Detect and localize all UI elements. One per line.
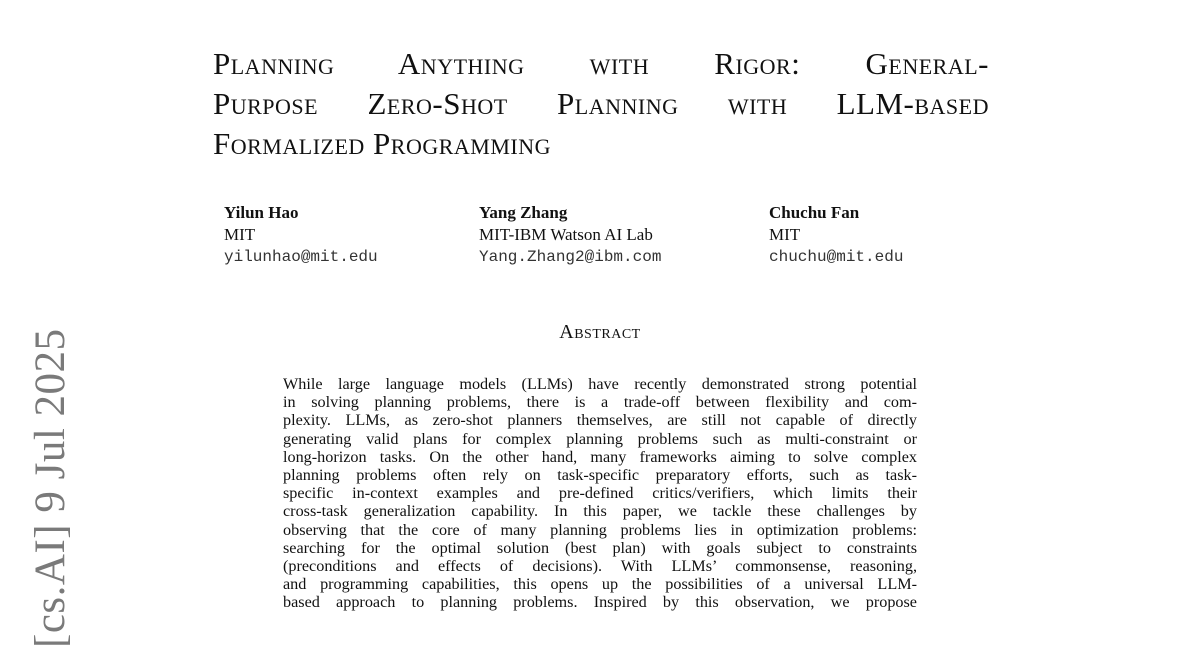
abstract-line: generating valid plans for complex planning problems such as multi-constraint or: [283, 429, 917, 448]
abstract-line: observing that the core of many planning problems lies in optimization problems:: [283, 520, 917, 539]
title-line-1: Planning Anything with Rigor: General-: [213, 46, 989, 81]
author-affiliation: MIT: [224, 225, 256, 244]
abstract-line: While large language models (LLMs) have recently demonstrated strong potential: [283, 375, 917, 393]
title-line-3: Formalized Programming: [213, 126, 552, 161]
abstract-line: and programming capabilities, this opens up the possibilities of a universal LLM-: [283, 575, 917, 594]
author-3: [769, 202, 903, 268]
title-line-2: Purpose Zero-Shot Planning with LLM-based: [213, 86, 989, 121]
author-email: yilunhao@mit.edu: [224, 248, 378, 266]
abstract-line: cross-task generalization capability. In this paper, we tackle these challenges by: [283, 502, 917, 521]
abstract-body: [283, 375, 917, 612]
abstract-line: planning problems often rely on task-specific preparatory efforts, such as task-: [283, 466, 917, 485]
abstract-line: specific in-context examples and pre-defined critics/verifiers, which limits their: [283, 484, 917, 503]
abstract-heading: Abstract: [559, 321, 641, 343]
arxiv-side-stamp: [cs.AI] 9 Jul 2025: [27, 328, 74, 648]
author-name: Yilun Hao: [224, 203, 299, 222]
author-1: [224, 202, 378, 268]
abstract-line: based approach to planning problems. Inspired by this observation, we propose: [283, 593, 917, 612]
paper-title: [213, 44, 989, 164]
author-2: [479, 202, 661, 268]
author-name: Chuchu Fan: [769, 203, 860, 222]
abstract-line: searching for the optimal solution (best plan) with goals subject to constraints: [283, 538, 917, 557]
author-name: Yang Zhang: [479, 203, 568, 222]
abstract-line: in solving planning problems, there is a trade-off between flexibility and com-: [283, 393, 917, 412]
author-affiliation: MIT: [769, 225, 801, 244]
abstract-line: (preconditions and effects of decisions). With LLMs’ commonsense, reasoning,: [283, 557, 917, 576]
abstract-line: long-horizon tasks. On the other hand, many frameworks aiming to solve complex: [283, 447, 917, 466]
author-email: Yang.Zhang2@ibm.com: [479, 248, 662, 266]
abstract-line: plexity. LLMs, as zero-shot planners themselves, are still not capable of directly: [283, 411, 917, 430]
author-email: chuchu@mit.edu: [769, 248, 904, 266]
author-affiliation: MIT-IBM Watson AI Lab: [479, 225, 653, 244]
